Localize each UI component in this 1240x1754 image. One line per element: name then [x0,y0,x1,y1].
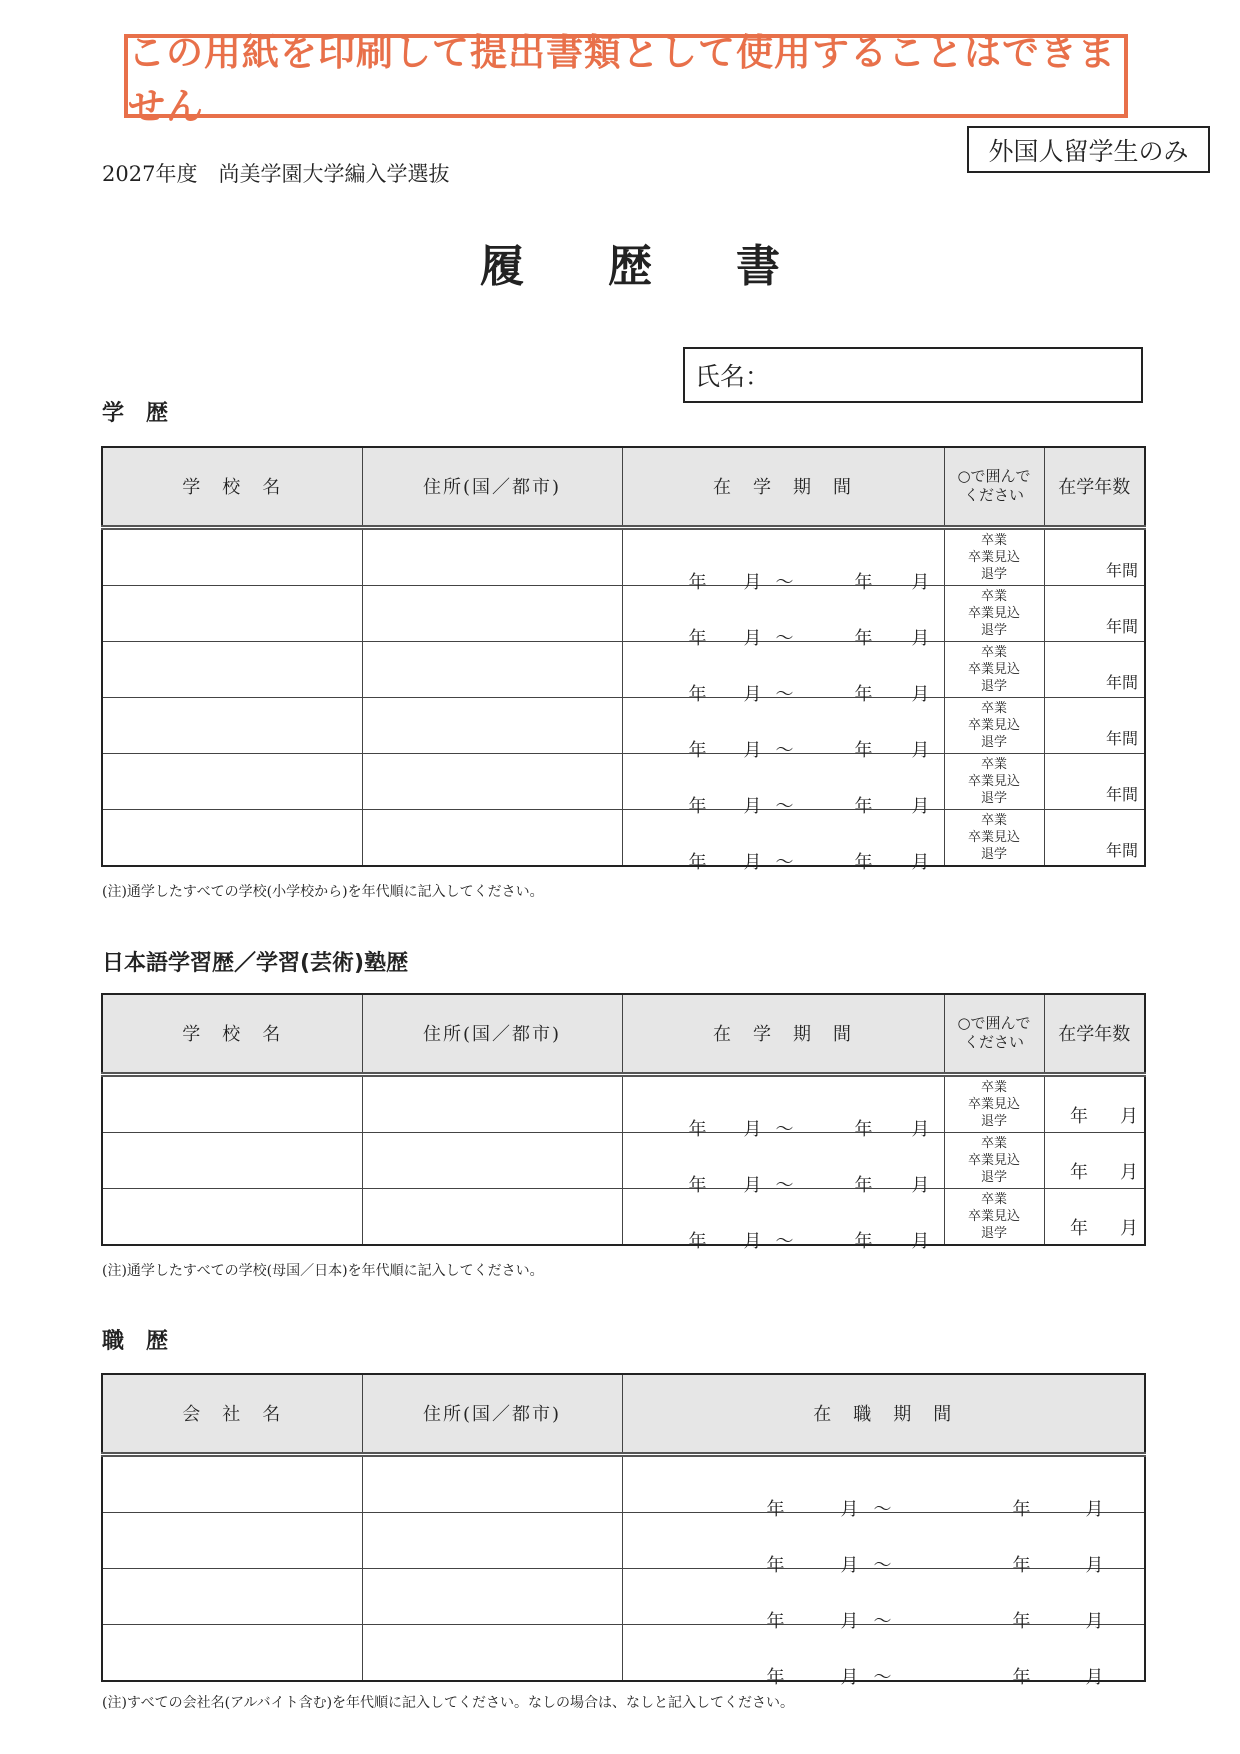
table-row [102,1568,1145,1624]
status-options-cell[interactable] [944,753,1044,809]
status-option[interactable]: 卒業 [980,812,1007,828]
address-input[interactable] [363,753,626,810]
status-option[interactable]: 退学 [980,846,1007,862]
end-month-unit: 月 [1085,1666,1104,1688]
school-name-header: 学 校 名 [102,994,362,1074]
japanese-study-note: (注)通学したすべての学校(母国／日本)を年代順に記入してください。 [102,1263,544,1279]
duration-cell[interactable] [1044,1132,1145,1188]
end-month-unit: 月 [911,571,930,593]
school-name-input[interactable] [103,1076,366,1133]
start-month-unit: 月 [840,1554,859,1576]
company-name-input[interactable] [103,1568,366,1625]
table-row [102,753,1145,809]
start-year-unit: 年 [688,739,707,761]
address-input[interactable] [363,809,626,866]
start-month-unit: 月 [743,1174,762,1196]
address-input[interactable] [363,697,626,754]
company-name-cell [102,1568,362,1624]
years-header: 在学年数 [1044,447,1145,527]
address-cell [362,1074,622,1132]
end-year-unit: 年 [1012,1498,1031,1520]
status-options [945,642,1044,697]
period-tilde: 〜 [775,739,794,761]
start-year-unit: 年 [688,1230,707,1252]
end-month-unit: 月 [1085,1610,1104,1632]
period-cell [622,753,944,817]
school-name-input[interactable] [103,697,366,754]
start-year-unit: 年 [766,1554,785,1576]
end-year-unit: 年 [854,1174,873,1196]
years-cell[interactable] [1044,753,1145,809]
duration-month-unit: 月 [1120,1161,1138,1183]
address-cell [362,1132,622,1188]
school-name-header: 学 校 名 [102,447,362,527]
status-option[interactable]: 卒業見込 [967,1152,1020,1168]
start-month-unit: 月 [743,627,762,649]
years-cell[interactable] [1044,527,1145,585]
status-options-cell[interactable] [944,697,1044,753]
status-options-cell[interactable] [944,585,1044,641]
status-options [945,1133,1044,1188]
duration-cell[interactable] [1044,1074,1145,1132]
address-input[interactable] [363,585,626,642]
duration-year-unit: 年 [1070,1161,1088,1183]
duration-units [1070,1102,1138,1128]
status-option[interactable]: 卒業 [980,756,1007,772]
end-month-unit: 月 [911,795,930,817]
school-name-input[interactable] [103,641,366,698]
address-cell [362,1454,622,1512]
duration-units [1070,1158,1138,1184]
japanese-study-table [101,993,1146,1252]
school-name-input[interactable] [103,1188,366,1245]
status-options-cell[interactable] [944,527,1044,585]
circle-instruction-header: ○で囲んで ください [944,994,1044,1074]
period-tilde: 〜 [775,571,794,593]
japanese-study-heading: 日本語学習歴／学習(芸術)塾歴 [102,951,409,976]
address-cell [362,697,622,753]
status-option[interactable]: 卒業見込 [967,1096,1020,1112]
title-char-1: 履 [480,241,524,292]
status-option[interactable]: 卒業見込 [967,549,1020,565]
address-input[interactable] [363,1456,626,1513]
start-year-unit: 年 [688,851,707,873]
years-unit: 年間 [1105,728,1138,748]
document-title [480,232,780,292]
table-row [102,1512,1145,1568]
status-options [945,1189,1044,1244]
work-history-heading: 職 歴 [102,1329,169,1354]
years-unit: 年間 [1105,840,1138,860]
end-month-unit: 月 [911,1174,930,1196]
status-option[interactable]: 卒業 [980,644,1007,660]
period-tilde: 〜 [775,683,794,705]
address-cell [362,809,622,866]
education-table [101,446,1146,873]
address-header: 住所(国／都市) [362,994,622,1074]
address-cell [362,585,622,641]
table-row [102,1624,1145,1681]
period-tilde: 〜 [775,627,794,649]
period-cell [622,641,944,705]
period-cell [622,809,944,873]
years-cell[interactable] [1044,585,1145,641]
start-year-unit: 年 [688,627,707,649]
address-header: 住所(国／都市) [362,447,622,527]
address-cell [362,641,622,697]
company-name-cell [102,1624,362,1681]
end-year-unit: 年 [854,683,873,705]
period-tilde: 〜 [873,1610,892,1632]
end-year-unit: 年 [1012,1610,1031,1632]
end-year-unit: 年 [854,851,873,873]
start-month-unit: 月 [743,1118,762,1140]
period-cell [622,1568,1145,1632]
name-input[interactable] [770,348,1141,402]
title-char-3: 書 [736,241,780,292]
school-name-input[interactable] [103,753,366,810]
status-option[interactable]: 退学 [980,566,1007,582]
start-month-unit: 月 [743,795,762,817]
period-tilde: 〜 [873,1666,892,1688]
status-option[interactable]: 卒業見込 [967,605,1020,621]
company-name-input[interactable] [103,1512,366,1569]
do-not-print-warning-banner: この用紙を印刷して提出書類として使用することはできません [124,34,1128,118]
years-unit: 年間 [1105,672,1138,692]
duration-units [1070,1214,1138,1240]
address-cell [362,1512,622,1568]
end-year-unit: 年 [854,795,873,817]
status-options-cell[interactable] [944,1188,1044,1245]
status-option[interactable]: 卒業見込 [967,661,1020,677]
end-month-unit: 月 [1085,1498,1104,1520]
circle-instruction-header: ○で囲んで ください [944,447,1044,527]
period-cell [622,527,944,593]
school-name-input[interactable] [103,529,366,586]
address-input[interactable] [363,1568,626,1625]
start-month-unit: 月 [840,1666,859,1688]
period-cell [622,697,944,761]
end-year-unit: 年 [854,1230,873,1252]
status-options [945,754,1044,809]
table-row [102,1132,1145,1188]
years-unit: 年間 [1105,784,1138,804]
address-input[interactable] [363,1512,626,1569]
status-option[interactable]: 卒業見込 [967,829,1020,845]
address-cell [362,753,622,809]
address-input[interactable] [363,1624,626,1681]
start-month-unit: 月 [743,683,762,705]
start-month-unit: 月 [743,571,762,593]
school-name-input[interactable] [103,1132,366,1189]
end-month-unit: 月 [911,1230,930,1252]
address-input[interactable] [363,1132,626,1189]
duration-year-unit: 年 [1070,1105,1088,1127]
start-year-unit: 年 [688,1174,707,1196]
years-cell[interactable] [1044,641,1145,697]
address-cell [362,527,622,585]
company-name-cell [102,1512,362,1568]
period-header: 在 学 期 間 [622,447,944,527]
table-row [102,1188,1145,1245]
years-unit: 年間 [1105,560,1138,580]
period-tilde: 〜 [775,1118,794,1140]
company-name-cell [102,1454,362,1512]
start-year-unit: 年 [688,571,707,593]
company-name-input[interactable] [103,1624,366,1681]
end-year-unit: 年 [854,1118,873,1140]
title-char-2: 歴 [608,241,652,292]
period-tilde: 〜 [775,1174,794,1196]
table-row [102,641,1145,697]
address-header: 住所(国／都市) [362,1374,622,1454]
table-row [102,697,1145,753]
name-field [683,347,1143,403]
school-name-cell [102,809,362,866]
years-cell[interactable] [1044,697,1145,753]
status-option[interactable]: 退学 [980,790,1007,806]
period-cell [622,1188,944,1252]
school-name-cell [102,641,362,697]
status-options [945,698,1044,753]
address-input[interactable] [363,529,626,586]
school-name-cell [102,1188,362,1245]
years-cell[interactable] [1044,809,1145,866]
education-heading: 学 歴 [102,401,169,426]
status-option[interactable]: 卒業見込 [967,773,1020,789]
school-name-cell [102,753,362,809]
exam-title: 2027年度 尚美学園大学編入学選抜 [102,162,450,186]
status-option[interactable]: 卒業 [980,1191,1007,1207]
school-name-cell [102,527,362,585]
status-options-cell[interactable] [944,809,1044,866]
period-cell [622,1132,944,1196]
status-option[interactable]: 退学 [980,734,1007,750]
period-cell [622,1454,1145,1520]
status-options [945,1077,1044,1132]
start-month-unit: 月 [743,1230,762,1252]
school-name-cell [102,585,362,641]
status-option[interactable]: 卒業 [980,588,1007,604]
status-option[interactable]: 卒業 [980,532,1007,548]
status-option[interactable]: 卒業見込 [967,1208,1020,1224]
period-tilde: 〜 [775,851,794,873]
school-name-input[interactable] [103,585,366,642]
end-month-unit: 月 [911,739,930,761]
status-option[interactable]: 卒業 [980,1135,1007,1151]
table-row [102,585,1145,641]
status-option[interactable]: 退学 [980,1113,1007,1129]
address-cell [362,1568,622,1624]
period-header: 在 学 期 間 [622,994,944,1074]
period-cell [622,1074,944,1140]
end-month-unit: 月 [911,683,930,705]
start-year-unit: 年 [766,1498,785,1520]
period-cell [622,1512,1145,1576]
table-row [102,1074,1145,1132]
school-name-cell [102,1132,362,1188]
start-month-unit: 月 [840,1498,859,1520]
table-row [102,527,1145,585]
end-year-unit: 年 [854,571,873,593]
company-name-header: 会 社 名 [102,1374,362,1454]
company-name-input[interactable] [103,1456,366,1513]
period-tilde: 〜 [873,1554,892,1576]
duration-cell[interactable] [1044,1188,1145,1245]
school-name-input[interactable] [103,809,366,866]
end-month-unit: 月 [1085,1554,1104,1576]
status-option[interactable]: 退学 [980,678,1007,694]
education-note: (注)通学したすべての学校(小学校から)を年代順に記入してください。 [102,884,544,900]
start-year-unit: 年 [766,1610,785,1632]
end-year-unit: 年 [1012,1666,1031,1688]
address-cell [362,1188,622,1245]
period-tilde: 〜 [775,1230,794,1252]
address-input[interactable] [363,1188,626,1245]
status-options-cell[interactable] [944,1074,1044,1132]
status-options-cell[interactable] [944,1132,1044,1188]
status-options-cell[interactable] [944,641,1044,697]
status-option[interactable]: 退学 [980,622,1007,638]
school-name-cell [102,1074,362,1132]
years-unit: 年間 [1105,616,1138,636]
duration-month-unit: 月 [1120,1105,1138,1127]
start-month-unit: 月 [743,851,762,873]
work-history-table [101,1373,1146,1688]
end-month-unit: 月 [911,627,930,649]
period-tilde: 〜 [873,1498,892,1520]
table-row [102,1454,1145,1512]
end-year-unit: 年 [1012,1554,1031,1576]
address-cell [362,1624,622,1681]
status-option[interactable]: 退学 [980,1225,1007,1241]
start-month-unit: 月 [743,739,762,761]
status-option[interactable]: 退学 [980,1169,1007,1185]
period-tilde: 〜 [775,795,794,817]
duration-month-unit: 月 [1120,1217,1138,1239]
status-option[interactable]: 卒業 [980,700,1007,716]
address-input[interactable] [363,1076,626,1133]
start-year-unit: 年 [766,1666,785,1688]
end-year-unit: 年 [854,627,873,649]
table-row [102,809,1145,866]
start-year-unit: 年 [688,795,707,817]
status-option[interactable]: 卒業見込 [967,717,1020,733]
work-history-note: (注)すべての会社名(アルバイト含む)を年代順に記入してください。なしの場合は、なしと記入してください。 [102,1695,795,1711]
status-option[interactable]: 卒業 [980,1079,1007,1095]
status-options [945,586,1044,641]
years-header: 在学年数 [1044,994,1145,1074]
name-label: 氏名： [695,362,771,391]
end-year-unit: 年 [854,739,873,761]
period-cell [622,1624,1145,1688]
end-month-unit: 月 [911,851,930,873]
status-options [945,530,1044,585]
school-name-cell [102,697,362,753]
period-cell [622,585,944,649]
status-options [945,810,1044,865]
international-students-only-badge: 外国人留学生のみ [967,126,1210,173]
end-month-unit: 月 [911,1118,930,1140]
start-month-unit: 月 [840,1610,859,1632]
start-year-unit: 年 [688,1118,707,1140]
duration-year-unit: 年 [1070,1217,1088,1239]
employment-period-header: 在 職 期 間 [622,1374,1145,1454]
address-input[interactable] [363,641,626,698]
start-year-unit: 年 [688,683,707,705]
